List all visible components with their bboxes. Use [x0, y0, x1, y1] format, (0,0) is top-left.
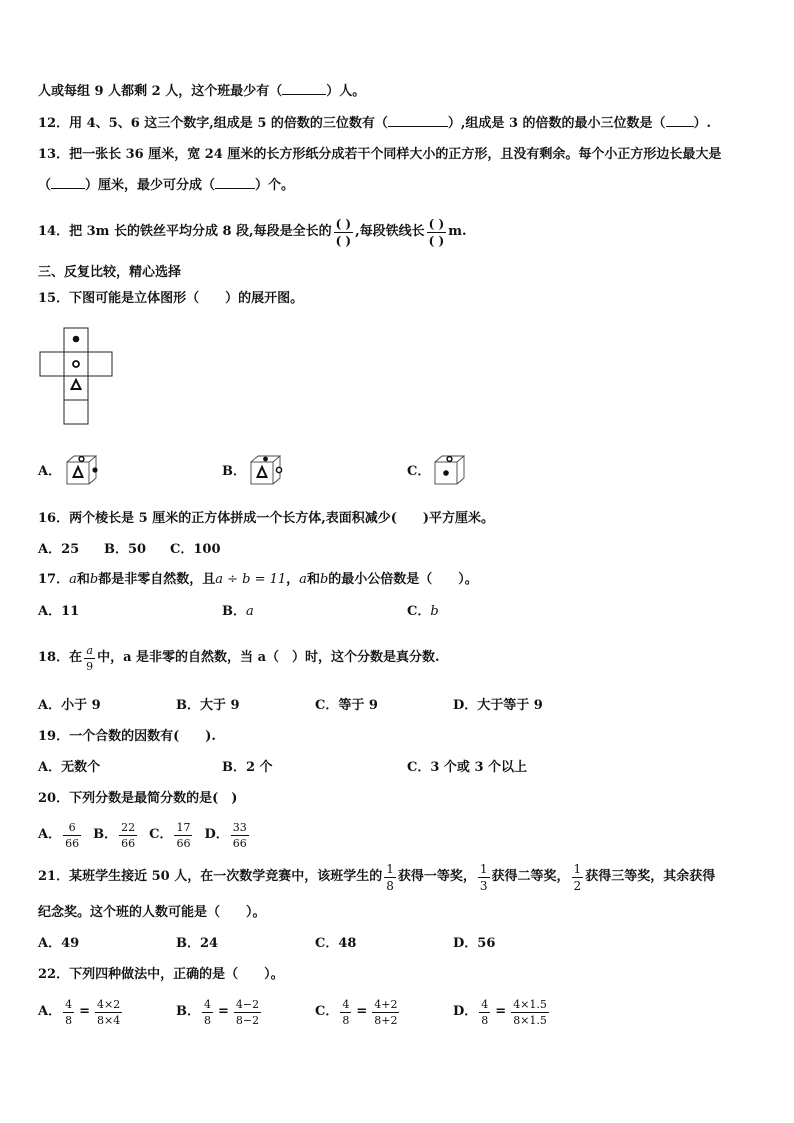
q15-option-a: A．	[38, 464, 62, 479]
question-22: 22．下列四种做法中，正确的是（ ）。	[38, 967, 284, 982]
q20-options: A． $\frac{6}{66}$ B． $\frac{22}{66}$ C． $\frac{17}{66}$ D． $\frac{33}{66}$	[38, 820, 247, 850]
q21-option-a: A．49	[38, 936, 80, 951]
q15-option-c: C．	[407, 464, 431, 479]
q22-option-a: A． $\frac{4}{8}$ = $\frac{4\times 2}{8\times 4}$	[38, 997, 121, 1027]
cube-option-b-icon	[250, 455, 286, 485]
question-19: 19．一个合数的因数有( ).	[38, 729, 216, 744]
question-13-line2: （ ）厘米，最少可分成（ ）个。	[38, 178, 295, 193]
question-20: 20．下列分数是最简分数的是( )	[38, 791, 238, 806]
q21-option-c: C．48	[315, 936, 357, 951]
fraction-one-eighth: $\frac{1}{8}$	[386, 861, 394, 893]
q19-option-a: A．无数个	[38, 760, 101, 775]
question-17: 17．a和b都是非零自然数，且a ÷ b = 11，a和b的最小公倍数是（ ）。	[38, 572, 478, 587]
q20-fraction-a: $\frac{6}{66}$	[65, 820, 80, 850]
q18-option-d: D．大于等于 9	[453, 698, 543, 713]
question-18: 18．在 $\frac{a}{9}$ 中，a 是非零的自然数，当 a（ ）时，这个分数是真分数.	[38, 643, 440, 673]
question-21-line2: 纪念奖。这个班的人数可能是（ ）。	[38, 905, 266, 920]
section-heading-3: 三、反复比较，精心选择	[38, 265, 182, 280]
question-16: 16．两个棱长是 5 厘米的正方体拼成一个长方体,表面积减少( )平方厘米。	[38, 511, 495, 526]
q17-option-b: B．a	[222, 604, 254, 619]
q16-option-a: A．25	[38, 542, 80, 557]
fraction-blank-1: $\frac{( )}{( )}$	[335, 216, 352, 248]
q20-fraction-b: $\frac{22}{66}$	[121, 820, 136, 850]
fraction-one-half: $\frac{1}{2}$	[573, 861, 582, 893]
question-12: 12．用 4、5、6 这三个数字,组成是 5 的倍数的三位数有（ ）,组成是 3 的倍数的最小三位数是（ ）.	[38, 116, 712, 131]
question-13: 13．把一张长 36 厘米，宽 24 厘米的长方形纸分成若干个同样大小的正方形，且没有剩余。每个小正方形边长最大是	[38, 147, 722, 162]
q17-option-c: C．b	[407, 604, 439, 619]
q22-option-d: D． $\frac{4}{8}$ = $\frac{4\times 1.5}{8\times 1.5}$	[453, 997, 547, 1027]
q21-option-d: D．56	[453, 936, 496, 951]
question-14: 14．把 3m 长的铁丝平均分成 8 段,每段是全长的 $\frac{( )}{( )}$ ,每段铁线长 $\frac{( )}{( )}$ m.	[38, 216, 467, 248]
question-15: 15．下图可能是立体图形（ ）的展开图。	[38, 291, 304, 306]
q15-option-b: B．	[222, 464, 246, 479]
q20-fraction-d: $\frac{33}{66}$	[232, 820, 247, 850]
q16-option-c: C．100	[170, 542, 221, 557]
fraction-a-over-9: $\frac{a}{9}$	[86, 643, 94, 673]
text-line-q11-tail: 人或每组 9 人都剩 2 人，这个班最少有（ ）人。	[38, 84, 366, 99]
q19-option-c: C．3 个或 3 个以上	[407, 760, 528, 775]
q18-option-c: C．等于 9	[315, 698, 378, 713]
q21-option-b: B．24	[176, 936, 219, 951]
q20-fraction-c: $\frac{17}{66}$	[176, 820, 191, 850]
q17-option-a: A．11	[38, 604, 80, 619]
cube-option-a-icon	[66, 455, 102, 485]
fraction-one-third: $\frac{1}{3}$	[479, 861, 488, 893]
cube-net-diagram	[40, 328, 116, 424]
q22-option-c: C． $\frac{4}{8}$ = $\frac{4+2}{8+2}$	[315, 997, 398, 1027]
q22-option-b: B． $\frac{4}{8}$ = $\frac{4-2}{8-2}$	[176, 997, 260, 1027]
q16-option-b: B．50	[104, 542, 147, 557]
fraction-blank-2: $\frac{( )}{( )}$	[428, 216, 445, 248]
q18-option-b: B．大于 9	[176, 698, 240, 713]
question-21: 21．某班学生接近 50 人，在一次数学竞赛中，该班学生的 $\frac{1}{8}$ 获得一等奖， $\frac{1}{3}$ 获得二等奖， $\frac{1}{2}$ 获得三等奖，其余获得	[38, 861, 716, 893]
q18-option-a: A．小于 9	[38, 698, 101, 713]
q19-option-b: B．2 个	[222, 760, 273, 775]
cube-option-c-icon	[434, 455, 470, 485]
